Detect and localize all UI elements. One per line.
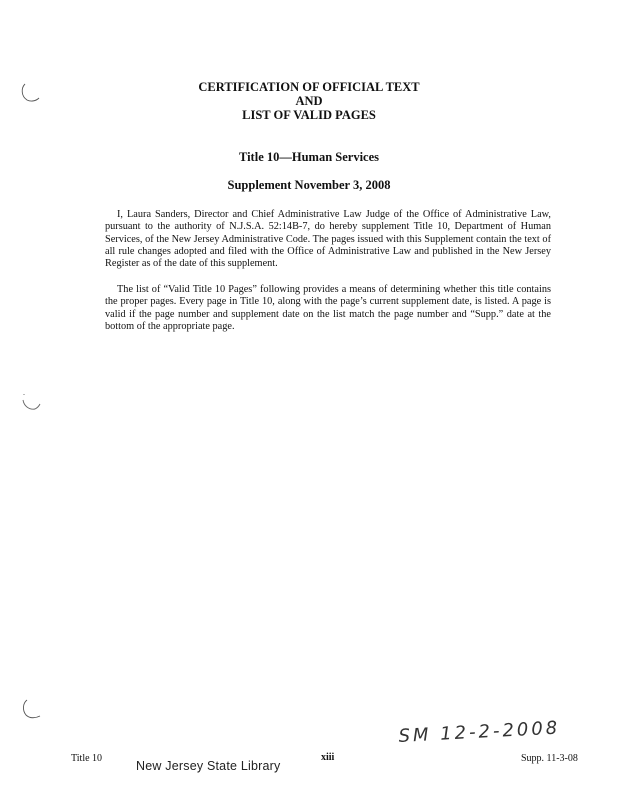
- footer-supplement: Supp. 11-3-08: [521, 753, 578, 764]
- title-human-services: Title 10—Human Services: [238, 150, 380, 164]
- heading-list-of-valid-pages: LIST OF VALID PAGES: [242, 108, 376, 122]
- certification-paragraph: I, Laura Sanders, Director and Chief Administrative Law Judge of the Office of Administrative Law, pursuant to the authority of N.J.S.A. 52:14B-7, do hereby supplement Title 10, Department of Human Services, of the New Jersey Administrative Code. The pages issued with this Supplement contain the text of all rule changes adopted and filed with the Office of Administrative Law and published in the New Jersey Register as of the date of this supplement.: [105, 209, 551, 270]
- punch-hole-mark-bottom: [19, 698, 43, 720]
- heading-and: AND: [295, 94, 323, 108]
- footer-title: Title 10: [71, 753, 103, 764]
- supplement-date: Supplement November 3, 2008: [227, 178, 391, 192]
- valid-pages-paragraph: The list of “Valid Title 10 Pages” following provides a means of determining whether this title contains the proper pages. Every page in Title 10, along with the page’s current supplement date, is listed. A page is valid if the page number and supplement date on the list match the page number and “Supp.” date at the bottom of the appropriate page.: [105, 284, 551, 332]
- footer-page-number: xiii: [321, 752, 335, 763]
- footer-library-stamp: New Jersey State Library: [136, 759, 281, 773]
- handwritten-date-stamp: SM 12-2-2008: [398, 717, 561, 747]
- heading-certification: CERTIFICATION OF OFFICIAL TEXT: [198, 80, 420, 94]
- punch-hole-mark-middle: [19, 392, 43, 414]
